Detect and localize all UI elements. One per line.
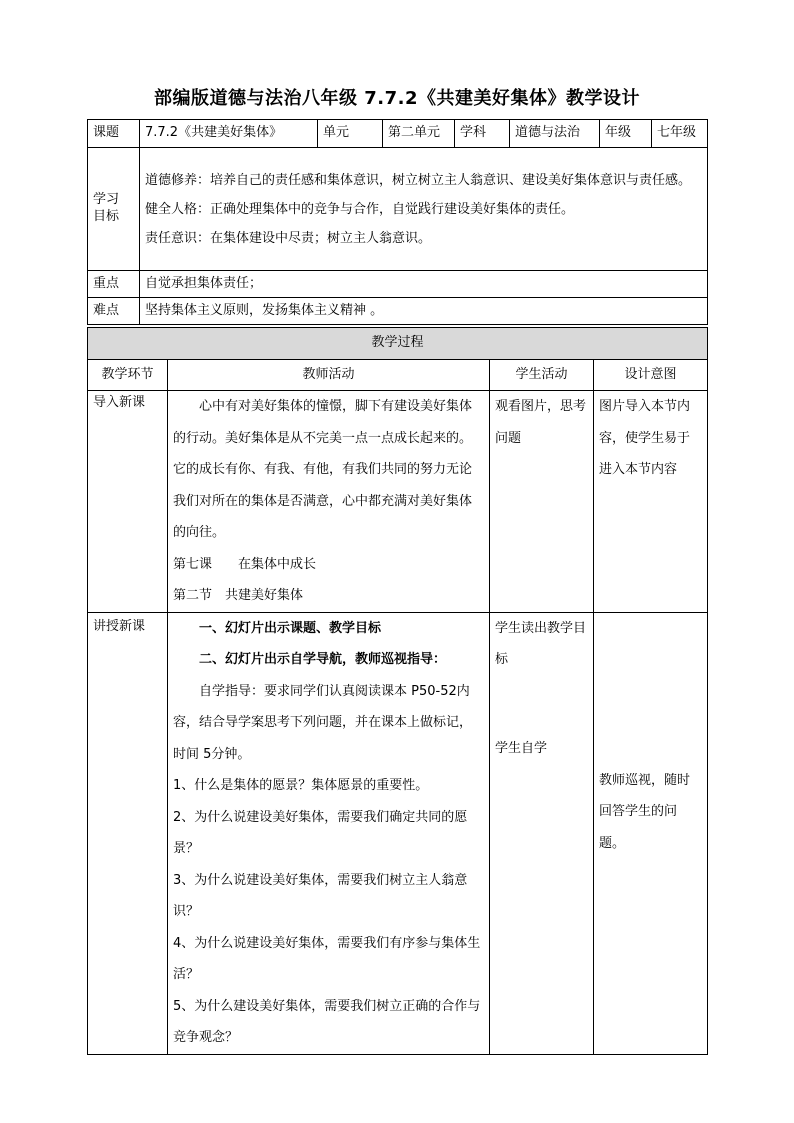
- goal-item: 健全人格：正确处理集体中的竞争与合作，自觉践行建设美好集体的责任。: [145, 201, 575, 217]
- lecture-student-1: 学生读出教学目标: [495, 620, 587, 667]
- course-value: 7.7.2《共建美好集体》: [140, 120, 318, 148]
- question-item: 5、为什么建设美好集体，需要我们树立正确的合作与竞争观念？: [173, 998, 481, 1045]
- difficulty-label: 难点: [88, 298, 140, 325]
- question-item: 2、为什么说建设美好集体，需要我们确定共同的愿景？: [173, 809, 468, 856]
- lecture-step-1: 一、幻灯片出示课题、教学目标: [199, 620, 382, 636]
- document-title: 部编版道德与法治八年级 7.7.2《共建美好集体》教学设计: [153, 88, 640, 109]
- key-point-value: 自觉承担集体责任；: [140, 271, 708, 298]
- lecture-student: [490, 612, 594, 1054]
- lecture-teacher: [168, 612, 490, 1054]
- intro-section-line: 第二节 共建美好集体: [173, 588, 304, 603]
- info-table: [87, 119, 708, 325]
- lecture-step-2: 二、幻灯片出示自学导航，教师巡视指导：: [199, 652, 447, 667]
- intro-paragraph: 心中有对美好集体的憧憬，脚下有建设美好集体的行动。美好集体是从不完美一点一点成长起来的。它的成长有你、有我、有他，有我们共同的努力无论我们对所在的集体是否满意，心中都充满对美好集体的向往。: [173, 399, 473, 540]
- subject-value: 道德与法治: [510, 120, 600, 148]
- question-item: 1、什么是集体的愿景？集体愿景的重要性。: [173, 778, 429, 793]
- lecture-guide: 自学指导：要求同学们认真阅读课本 P50-52内容，结合导学案思考下列问题，并在课本上做标记，时间 5分钟。: [173, 683, 473, 762]
- lecture-intent: [594, 612, 708, 1054]
- goals-content: [140, 148, 708, 271]
- lecture-intent-text: 教师巡视，随时回答学生的问题。: [599, 772, 691, 851]
- grade-value: 七年级: [652, 120, 708, 148]
- goal-item: 责任意识：在集体建设中尽责；树立主人翁意识。: [145, 230, 432, 246]
- key-point-label: 重点: [88, 271, 140, 298]
- course-label: 课题: [88, 120, 140, 148]
- header-intent: 设计意图: [594, 360, 708, 391]
- intro-lesson-line: 第七课 在集体中成长: [173, 556, 317, 572]
- header-teacher: 教师活动: [168, 360, 490, 391]
- intro-stage: 导入新课: [88, 391, 168, 613]
- intro-teacher: [168, 391, 490, 613]
- intro-intent: 图片导入本节内容，使学生易于进入本节内容: [594, 391, 708, 613]
- header-student: 学生活动: [490, 360, 594, 391]
- unit-value: 第二单元: [383, 120, 455, 148]
- question-item: 4、为什么说建设美好集体，需要我们有序参与集体生活？: [173, 935, 481, 982]
- lecture-student-2: 学生自学: [495, 740, 548, 756]
- header-stage: 教学环节: [88, 360, 168, 391]
- grade-label: 年级: [600, 120, 652, 148]
- process-heading: 教学过程: [88, 328, 708, 360]
- question-item: 3、为什么说建设美好集体，需要我们树立主人翁意识？: [173, 872, 468, 919]
- difficulty-value: 坚持集体主义原则，发扬集体主义精神 。: [140, 298, 708, 325]
- process-table: [87, 327, 708, 1055]
- lecture-stage: 讲授新课: [88, 612, 168, 1054]
- intro-student: 观看图片，思考问题: [490, 391, 594, 613]
- unit-label: 单元: [318, 120, 383, 148]
- goal-item: 道德修养：培养自己的责任感和集体意识，树立树立主人翁意识、建设美好集体意识与责任感。: [145, 172, 692, 188]
- subject-label: 学科: [455, 120, 510, 148]
- goals-label: 学习 目标: [88, 148, 140, 271]
